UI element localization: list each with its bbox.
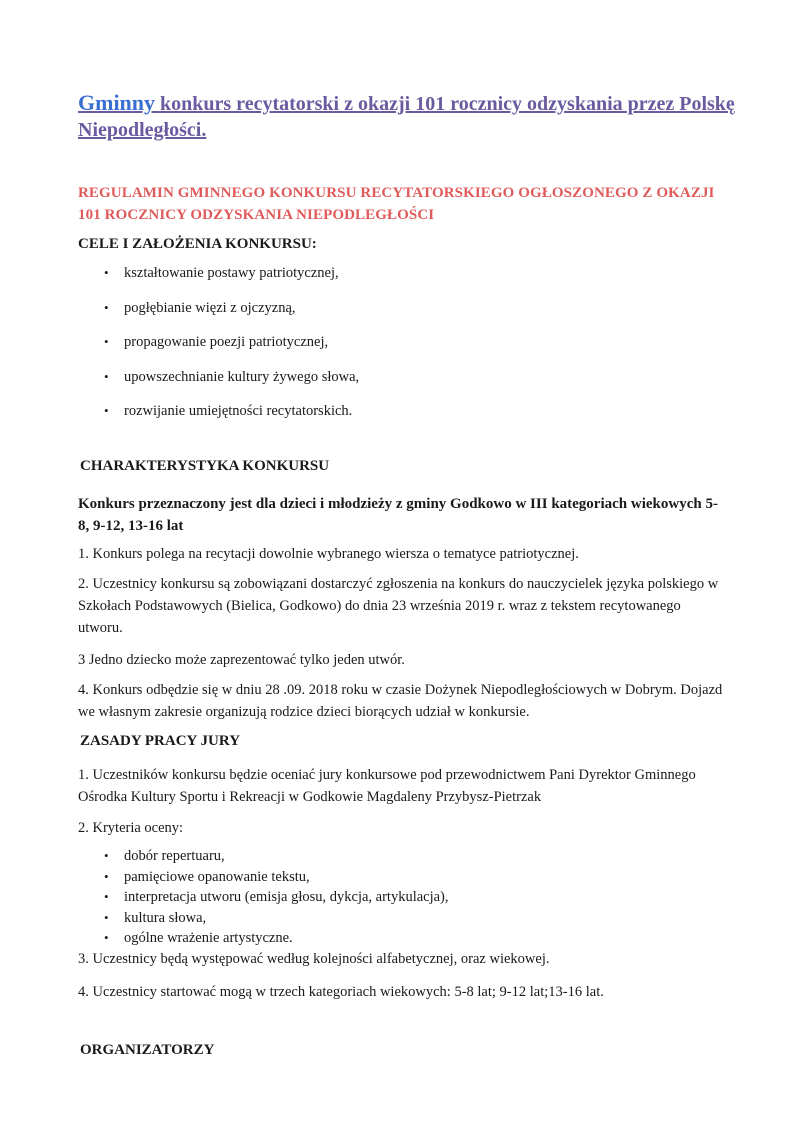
characteristics-heading: CHARAKTERYSTYKA KONKURSU (80, 458, 330, 474)
regulamin-heading: REGULAMIN GMINNEGO KONKURSU RECYTATORSKIEGO OGŁOSZONEGO Z OKAZJI 101 ROCZNICY ODZYSKANIA NIEPODLEGŁOŚCI (78, 185, 715, 223)
goal-item: • kształtowanie postawy patriotycznej, (104, 264, 359, 299)
jury-paragraph-2: 2. Kryteria oceny: (78, 820, 184, 836)
criteria-item: • ogólne wrażenie artystyczne. (104, 928, 449, 949)
characteristics-paragraph-1: 1. Konkurs polega na recytacji dowolnie wybranego wiersza o tematyce patriotycznej. (78, 546, 579, 562)
title-rest: konkurs recytatorski z okazji 101 rocznicy odzyskania przez Polskę Niepodległości. (78, 93, 735, 141)
jury-paragraph-3: 3. Uczestnicy będą występować według kolejności alfabetycznej, oraz wiekowej. (78, 951, 550, 967)
criteria-item: • dobór repertuaru, (104, 846, 449, 867)
document-title (78, 90, 748, 143)
criteria-item: • kultura słowa, (104, 908, 449, 929)
criteria-item: • interpretacja utworu (emisja głosu, dykcja, artykulacja), (104, 887, 449, 908)
goals-list (104, 264, 359, 437)
goal-item: • upowszechnianie kultury żywego słowa, (104, 368, 359, 403)
goal-item: • propagowanie poezji patriotycznej, (104, 333, 359, 368)
goal-item: • pogłębianie więzi z ojczyzną, (104, 299, 359, 334)
characteristics-paragraph-3: 3 Jedno dziecko może zaprezentować tylko jeden utwór. (78, 652, 405, 668)
criteria-list (104, 846, 449, 949)
title-first-word: Gminny (78, 90, 156, 115)
jury-paragraph-4: 4. Uczestnicy startować mogą w trzech kategoriach wiekowych: 5-8 lat; 9-12 lat;13-16 lat. (78, 984, 604, 1000)
organizers-heading: ORGANIZATORZY (80, 1042, 215, 1058)
characteristics-intro: Konkurs przeznaczony jest dla dzieci i młodzieży z gminy Godkowo w III kategoriach wiekowych 5-8, 9-12, 13-16 lat (78, 496, 718, 534)
characteristics-paragraph-2: 2. Uczestnicy konkursu są zobowiązani dostarczyć zgłoszenia na konkurs do nauczycielek języka polskiego w Szkołach Podstawowych (Bielica, Godkowo) do dnia 23 września 2019 r. wraz z tekstem recytowanego utworu. (78, 576, 719, 636)
criteria-item: • pamięciowe opanowanie tekstu, (104, 867, 449, 888)
goals-heading: CELE I ZAŁOŻENIA KONKURSU: (78, 236, 317, 252)
goal-item: • rozwijanie umiejętności recytatorskich. (104, 402, 359, 437)
jury-heading: ZASADY PRACY JURY (80, 733, 241, 749)
jury-paragraph-1: 1. Uczestników konkursu będzie oceniać jury konkursowe pod przewodnictwem Pani Dyrektor Gminnego Ośrodka Kultury Sportu i Rekreacji w Godkowie Magdaleny Przybysz-Pietrzak (78, 767, 696, 805)
characteristics-paragraph-4: 4. Konkurs odbędzie się w dniu 28 .09. 2018 roku w czasie Dożynek Niepodległościowych w Dobrym. Dojazd we własnym zakresie organizują rodzice dzieci biorących udział w konkursie. (78, 682, 723, 720)
